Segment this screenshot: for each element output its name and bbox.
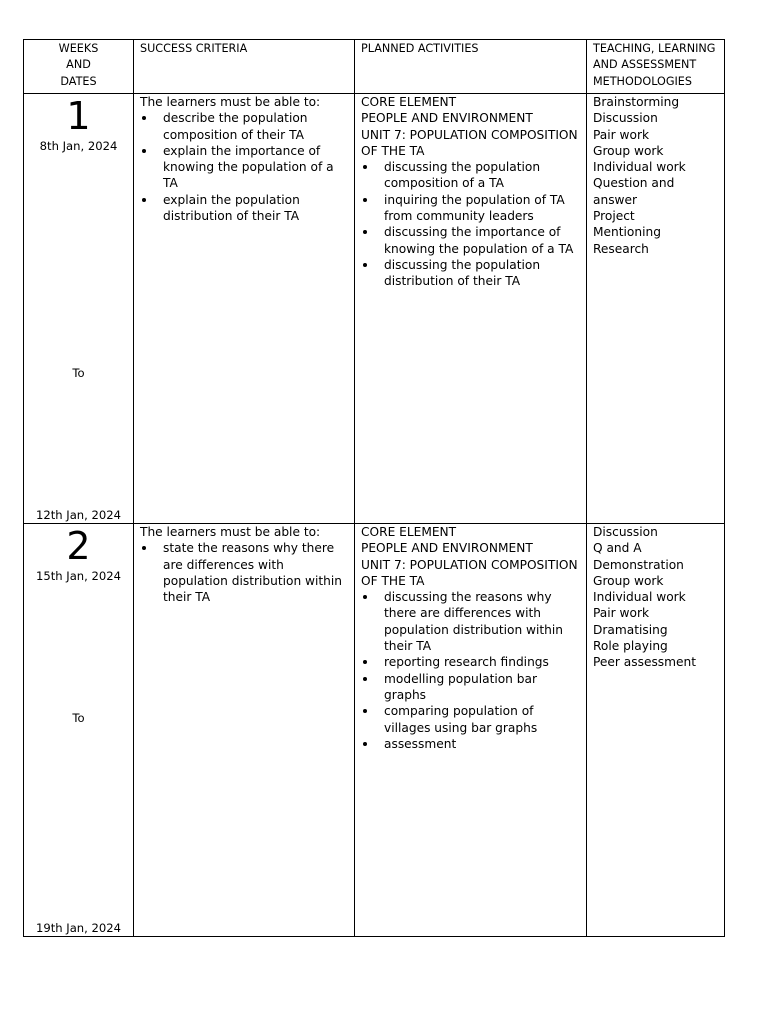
method-item: Research [593,241,649,256]
header-weeks-and-dates [24,40,134,94]
method-item: Dramatising [593,622,668,637]
week-cell [24,524,134,937]
method-item: Peer assessment [593,655,697,670]
method-item: Discussion [593,111,658,126]
method-item: Group work [593,573,664,588]
scheme-of-work-table [23,39,725,937]
activity-item: modelling population bar graphs [361,671,582,704]
week-start-date: 8th Jan, 2024 [39,139,118,153]
method-item: Brainstorming [593,95,680,109]
unit-title: UNIT 7: POPULATION COMPOSITION OF THE TA [361,127,578,158]
method-item: Discussion [593,525,658,539]
method-item: Individual work [593,590,686,605]
week-number: 1 [66,94,91,138]
success-list [140,540,350,605]
activity-item: reporting research findings [361,654,582,670]
methodologies-cell [587,524,725,937]
method-item: Role playing [593,639,668,654]
method-item: Q and A [593,541,642,556]
week-cell [24,94,134,524]
success-intro: The learners must be able to: [140,525,321,539]
week-start-date: 15th Jan, 2024 [35,569,122,583]
activity-item: discussing the importance of knowing the population of a TA [361,224,582,257]
success-intro: The learners must be able to: [140,95,321,109]
table-header-row [24,40,725,94]
core-element-label: CORE ELEMENT [361,525,457,539]
planned-activities-cell [355,94,587,524]
method-item: Group work [593,143,664,158]
success-item: describe the population composition of their TA [140,110,350,143]
activities-list [361,159,582,289]
activity-item: discussing the population composition of a TA [361,159,582,192]
activity-item: discussing the population distribution of their TA [361,257,582,290]
activity-item: comparing population of villages using bar graphs [361,703,582,736]
success-item: state the reasons why there are differences with population distribution within their TA [140,540,350,605]
header-and-line: AND [66,58,91,72]
week-number: 2 [66,524,91,568]
header-success-criteria: SUCCESS CRITERIA [134,40,355,94]
activity-item: discussing the reasons why there are differences with population distribution within their TA [361,589,582,654]
success-item: explain the population distribution of their TA [140,192,350,225]
success-list [140,110,350,224]
unit-title: UNIT 7: POPULATION COMPOSITION OF THE TA [361,557,578,588]
method-item: Pair work [593,606,650,621]
method-item: Question and answer [593,176,675,207]
header-methodologies: TEACHING, LEARNING AND ASSESSMENT METHODOLOGIES [587,40,725,94]
header-weeks-line: WEEKS [58,42,99,55]
strand-label: PEOPLE AND ENVIRONMENT [361,111,533,126]
methodologies-cell [587,94,725,524]
planned-activities-cell [355,524,587,937]
strand-label: PEOPLE AND ENVIRONMENT [361,541,533,556]
header-planned-activities: PLANNED ACTIVITIES [355,40,587,94]
activity-item: inquiring the population of TA from community leaders [361,192,582,225]
week-row [24,94,725,524]
core-element-label: CORE ELEMENT [361,95,457,109]
activities-list [361,589,582,752]
method-item: Project [593,209,635,224]
method-item: Individual work [593,160,686,175]
success-criteria-cell [134,524,355,937]
week-to-label: To [72,711,85,725]
header-dates-line: DATES [60,74,97,88]
activity-item: assessment [361,736,582,752]
week-to-label: To [72,366,85,380]
week-row [24,524,725,937]
method-item: Pair work [593,127,650,142]
success-item: explain the importance of knowing the population of a TA [140,143,350,192]
method-item: Mentioning [593,225,661,240]
week-end-date: 12th Jan, 2024 [35,508,122,522]
method-item: Demonstration [593,557,684,572]
success-criteria-cell [134,94,355,524]
week-end-date: 19th Jan, 2024 [35,921,122,935]
